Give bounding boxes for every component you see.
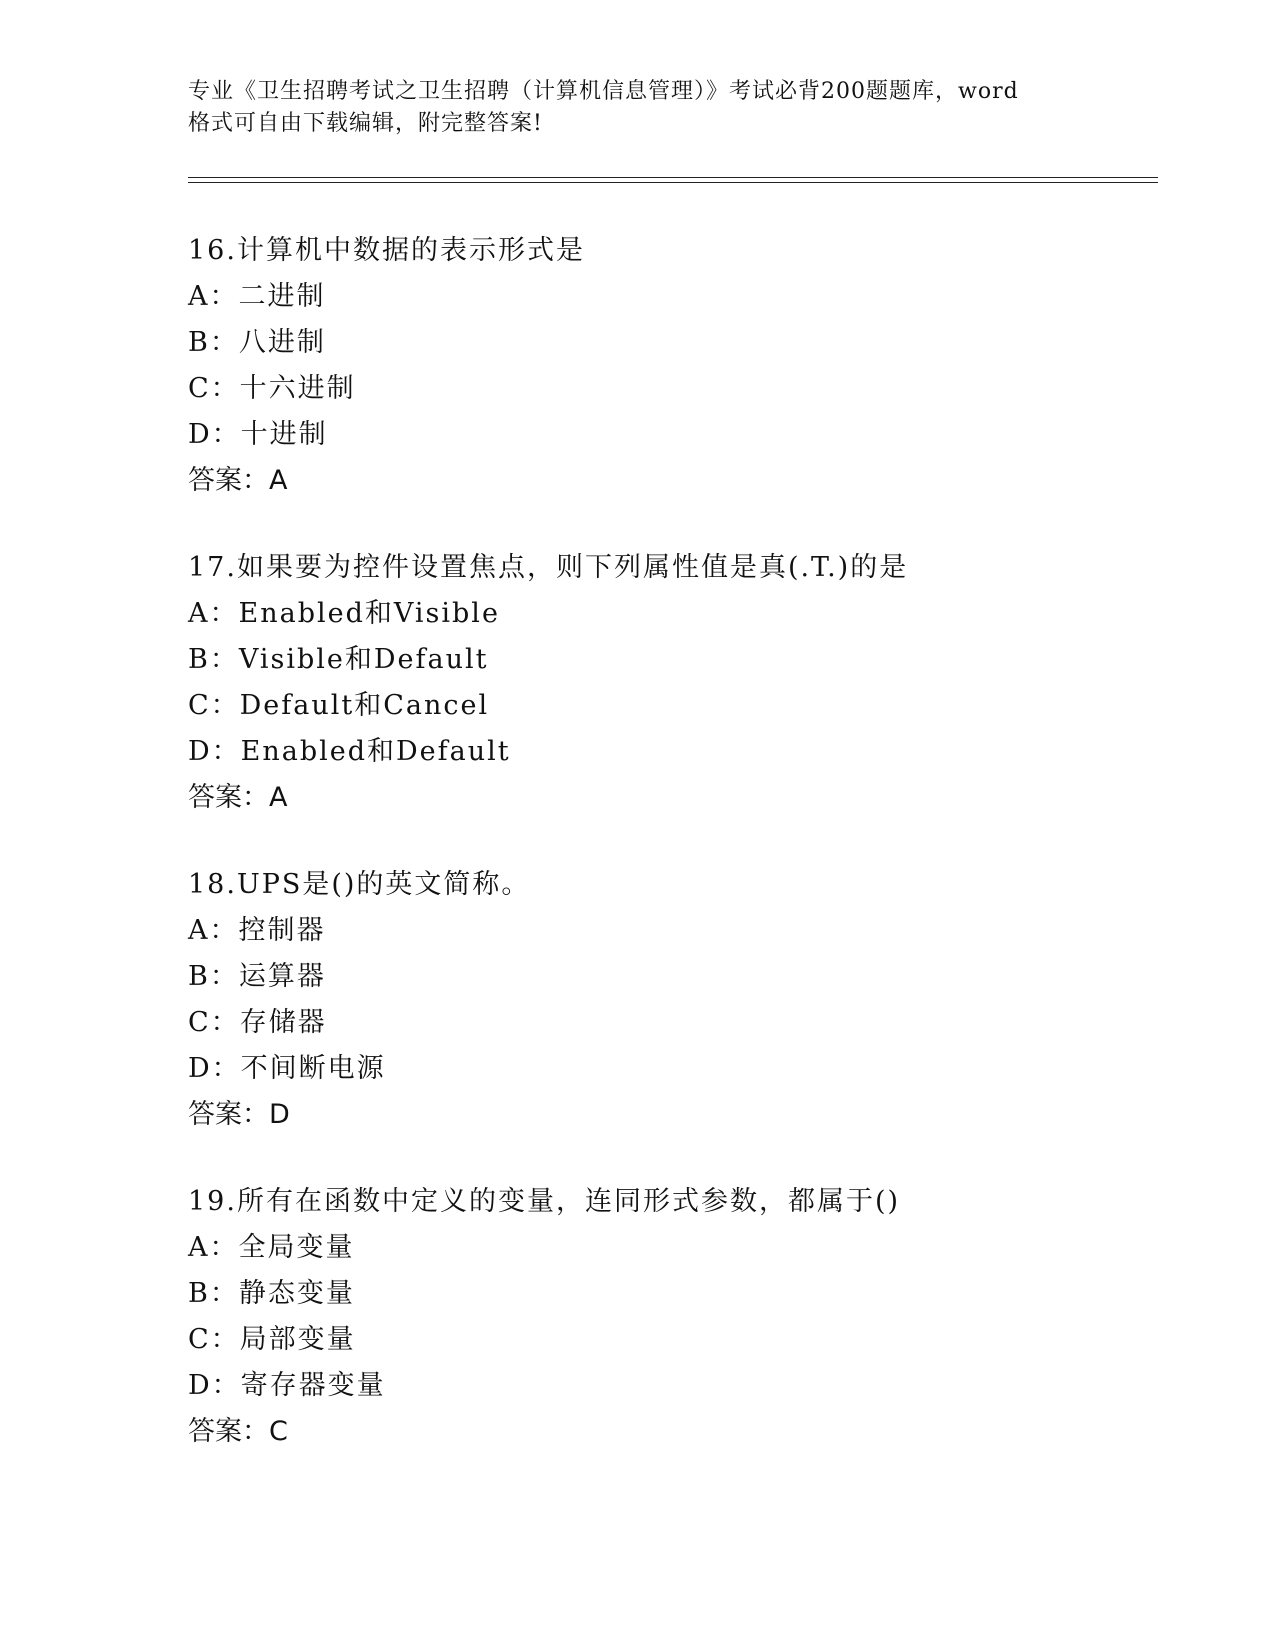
document-header xyxy=(188,76,1108,140)
option-d: D：不间断电源 xyxy=(188,1053,386,1084)
option-b: B：运算器 xyxy=(188,961,326,992)
option-d: D：十进制 xyxy=(188,419,328,450)
option-b: B：静态变量 xyxy=(188,1278,355,1309)
option-c: C：十六进制 xyxy=(188,373,356,404)
question-title: 17.如果要为控件设置焦点，则下列属性值是真(.T.)的是 xyxy=(188,552,909,583)
answer-line: 答案：D xyxy=(188,1099,290,1130)
option-a: A：控制器 xyxy=(188,915,326,946)
question-17 xyxy=(188,545,1168,821)
header-divider-bottom xyxy=(188,182,1158,183)
question-title: 16.计算机中数据的表示形式是 xyxy=(188,235,585,266)
answer-line: 答案：A xyxy=(188,782,288,813)
question-19 xyxy=(188,1179,1168,1455)
question-title: 19.所有在函数中定义的变量，连同形式参数，都属于() xyxy=(188,1186,901,1217)
header-line-1: 专业《卫生招聘考试之卫生招聘（计算机信息管理）》考试必背200题题库，word xyxy=(188,79,1019,104)
option-b: B：Visible和Default xyxy=(188,644,489,675)
option-a: A：二进制 xyxy=(188,281,326,312)
question-title: 18.UPS是()的英文简称。 xyxy=(188,869,531,900)
option-d: D：寄存器变量 xyxy=(188,1370,386,1401)
option-c: C：存储器 xyxy=(188,1007,327,1038)
option-a: A：Enabled和Visible xyxy=(188,598,500,629)
option-c: C：局部变量 xyxy=(188,1324,356,1355)
answer-line: 答案：A xyxy=(188,465,288,496)
option-a: A：全局变量 xyxy=(188,1232,355,1263)
option-d: D：Enabled和Default xyxy=(188,736,511,767)
question-16 xyxy=(188,228,1168,504)
question-18 xyxy=(188,862,1168,1138)
header-divider-top xyxy=(188,177,1158,178)
header-line-2: 格式可自由下载编辑，附完整答案! xyxy=(188,111,543,136)
option-b: B：八进制 xyxy=(188,327,326,358)
answer-line: 答案：C xyxy=(188,1416,288,1447)
option-c: C：Default和Cancel xyxy=(188,690,490,721)
